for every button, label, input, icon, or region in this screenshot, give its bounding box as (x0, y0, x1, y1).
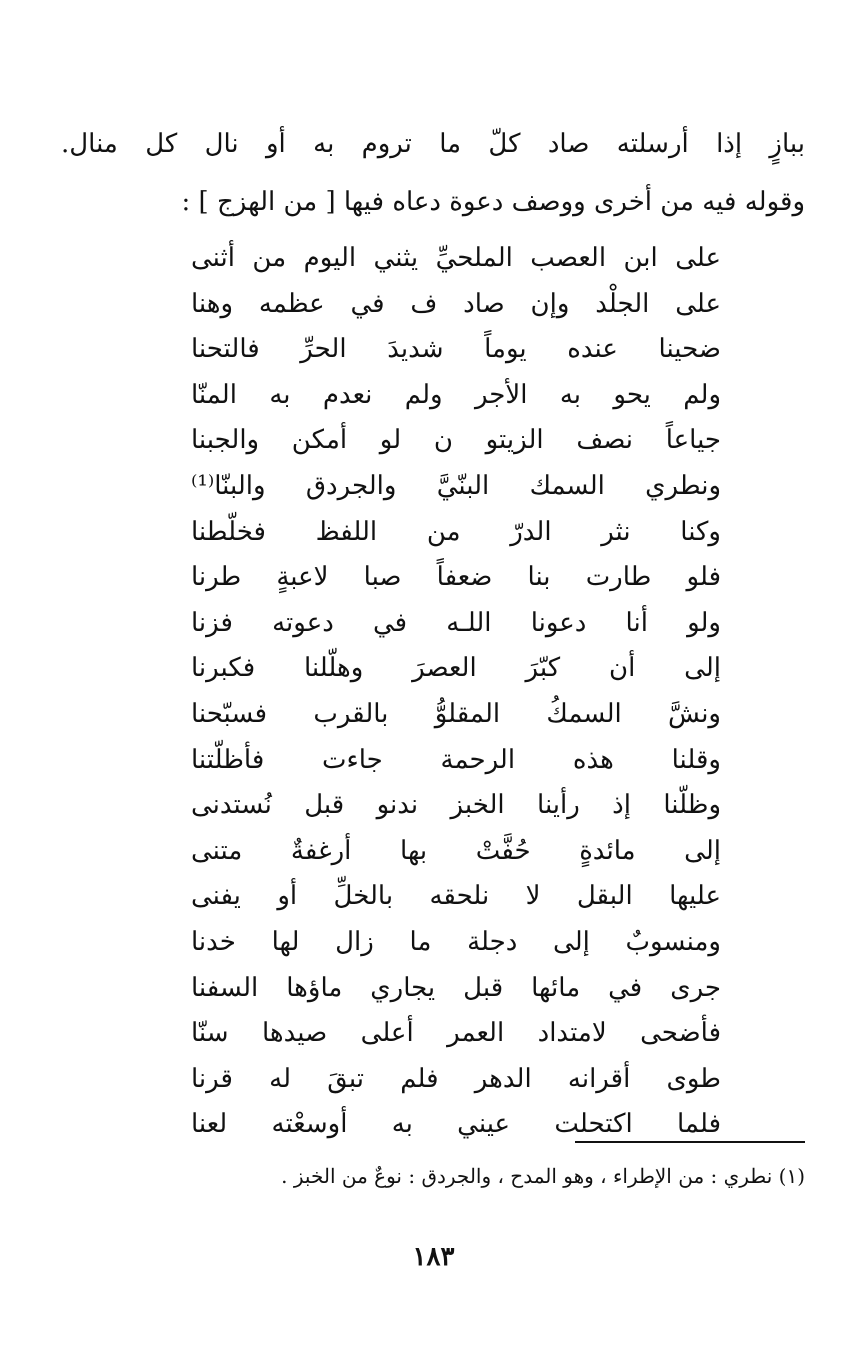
poem-verse: فأضحى لامتداد العمر أعلى صيدها سنّا (191, 1018, 721, 1049)
poem-verse: ضحينا عنده يوماً شديدَ الحرِّ فالتحنا (191, 334, 721, 365)
poem-block (191, 236, 721, 1148)
poem-verse: على ابن العصب الملحيِّ يثني اليوم من أثنى (191, 243, 721, 273)
poem-verse: ونشَّ السمكُ المقلوُّ بالقرب فسبّحنا (191, 698, 721, 729)
page-number: ١٨٣ (412, 1242, 455, 1272)
intro-verse-line: ببازٍ إذا أرسلته صاد كلّ ما تروم به أو نال كل منال. (61, 129, 805, 159)
poem-verse: وقلنا هذه الرحمة جاءت فأظلّتنا (191, 744, 721, 775)
poem-verse: ولو أنا دعونا اللـه في دعوته فزنا (191, 607, 721, 638)
poem-verse: ونطري السمك البنّيَّ والجردق والبنّا⁽¹⁾ (191, 470, 721, 501)
poem-verse: فلو طارت بنا ضعفاً صبا لاعبةٍ طرنا (191, 562, 721, 593)
poem-verse: طوى أقرانه الدهر فلم تبقَ له قرنا (191, 1063, 721, 1094)
poem-verse: فلما اكتحلت عيني به أوسعْته لعنا (191, 1109, 721, 1140)
poem-verse: ومنسوبٌ إلى دجلة ما زال لها خدنا (191, 926, 721, 957)
poem-heading-line: وقوله فيه من أخرى ووصف دعوة دعاه فيها [ من الهزج ] : (181, 187, 805, 217)
poem-verse: إلى أن كبّرَ العصرَ وهلّلنا فكبرنا (191, 653, 721, 684)
poem-verse: وظلّنا إذ رأينا الخبز ندنو قبل نُستدنى (191, 790, 721, 821)
footnote-divider (575, 1141, 805, 1143)
poem-verse: جرى في مائها قبل يجاري ماؤها السفنا (191, 972, 721, 1003)
poem-verse: وكنا نثر الدرّ من اللفظ فخلّطنا (191, 516, 721, 547)
poem-verse: عليها البقل لا نلحقه بالخلِّ أو يفنى (191, 881, 721, 912)
poem-verse: ولم يحو به الأجر ولم نعدم به المنّا (191, 379, 721, 410)
poem-verse: إلى مائدةٍ حُفَّتْ بها أرغفةٌ متنى (191, 835, 721, 866)
footnote: (١) نطري : من الإطراء ، وهو المدح ، والجردق : نوعٌ من الخبز . (281, 1164, 805, 1188)
poem-verse: جياعاً نصف الزيتو ن لو أمكن والجبنا (191, 425, 721, 456)
poem-verse: على الجلْد وإن صاد ف في عظمه وهنا (191, 288, 721, 319)
